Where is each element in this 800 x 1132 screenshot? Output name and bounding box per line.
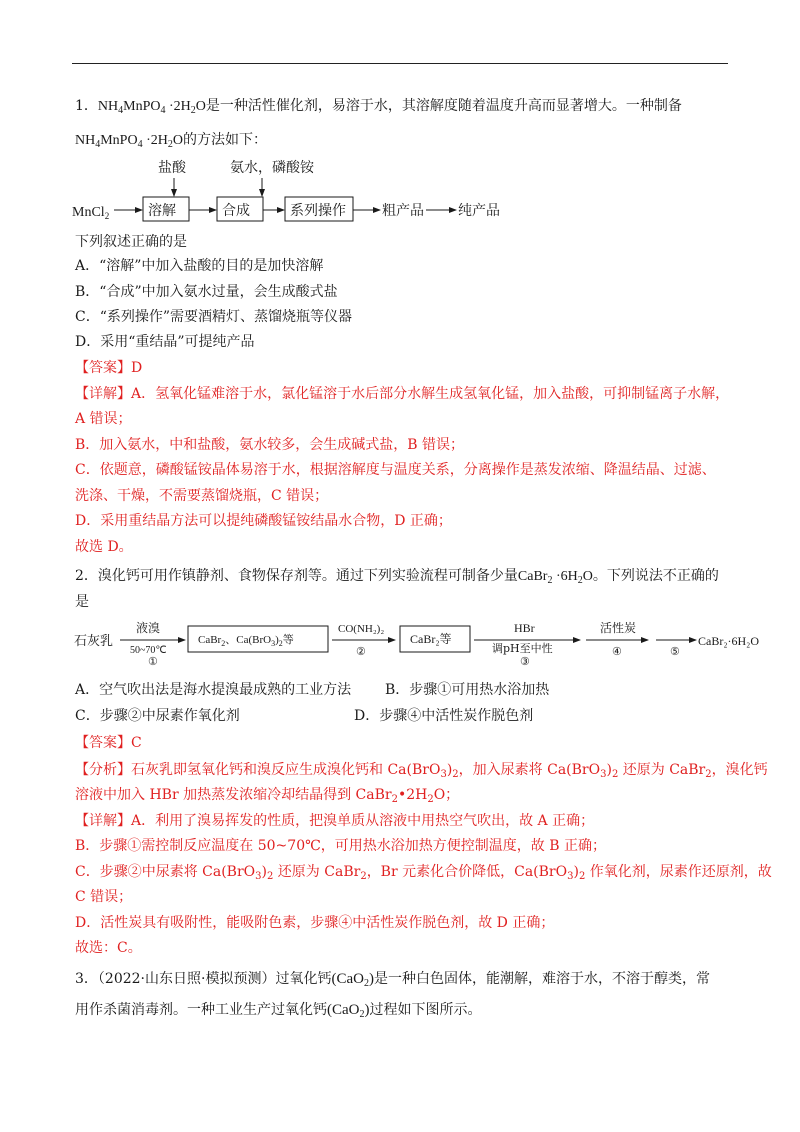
q1-stem-line1: 1．$NH_4MnPO_4 \cdot 2H_2O$是一种活性催化剂，易溶于水，其溶解度随着温度升高而显著增大。一种制备 [75, 98, 682, 116]
q1-flow-diagram [70, 152, 530, 230]
q1-detail-line: 洗涤、干燥，不需要蒸馏烧瓶，C 错误； [75, 488, 329, 504]
svg-text:活性炭: 活性炭 [600, 621, 637, 635]
svg-text:CaBr₂等: CaBr₂等 [410, 632, 452, 646]
q2-detail-line: B．步骤①需控制反应温度在 50~70℃，可用热水浴加热方便控制温度，故 B 正确； [75, 838, 606, 854]
q2-answer: 【答案】C [75, 735, 142, 751]
q1-detail-line: A 错误； [75, 411, 132, 427]
q1-formula: $NH_4MnPO_4 \cdot 2H_2O$ [97, 99, 206, 116]
svg-text:CO(NH₂)₂: CO(NH₂)₂ [338, 623, 385, 635]
q1-stem-line2: $NH_4MnPO_4 \cdot 2H_2O$的方法如下： [75, 132, 267, 150]
q2-option-c[interactable]: C．步骤②中尿素作氧化剂 [75, 708, 240, 724]
q1-detail-line: 【详解】A．氢氧化锰难溶于水，氯化锰溶于水后部分水解生成氢氧化锰，加入盐酸，可抑制锰离子水解， [75, 386, 730, 402]
q1-question: 下列叙述正确的是 [75, 234, 187, 250]
q1-flow-start: MnCl$_2$ [72, 205, 110, 221]
svg-text:②: ② [356, 645, 366, 658]
svg-text:⑤: ⑤ [670, 645, 680, 658]
q3-stem-line2: 用作杀菌消毒剂。一种工业生产过氧化钙(CaO$_2$)过程如下图所示。 [75, 1002, 482, 1020]
q1-detail-line: B．加入氨水，中和盐酸，氨水较多，会生成碱式盐，B 错误； [75, 437, 465, 453]
q2-detail-line: D．活性炭具有吸附性，能吸附色素，步骤④中活性炭作脱色剂，故 D 正确； [75, 915, 555, 931]
q1-detail-line: C．依题意，磷酸锰铵晶体易溶于水，根据溶解度与温度关系，分离操作是蒸发浓缩、降温结晶、过滤、 [75, 462, 716, 478]
q2-analysis-line: 【分析】石灰乳即氢氧化钙和溴反应生成溴化钙和 $Ca(BrO_3)_2$，加入尿素将 $Ca(BrO_3)_2$ 还原为 CaBr$_2$，溴化钙 [75, 762, 768, 780]
q2-option-a[interactable]: A．空气吹出法是海水提溴最成熟的工业方法 [75, 682, 352, 698]
svg-text:CaBr2、Ca(BrO3)2等: CaBr$_2$、$Ca(BrO_3)_2$等 [198, 634, 294, 648]
q2-option-d[interactable]: D．步骤④中活性炭作脱色剂 [354, 708, 534, 724]
q1-option-c[interactable]: C．“系列操作”需要酒精灯、蒸馏烧瓶等仪器 [75, 309, 353, 325]
q2-stem-line2: 是 [75, 594, 89, 610]
svg-text:50~70℃: 50~70℃ [130, 645, 167, 656]
q2-detail-line: 故选：C。 [75, 940, 142, 956]
svg-text:①: ① [148, 655, 158, 668]
q2-flow-end: CaBr₂·6H₂O [698, 634, 760, 648]
svg-text:溶解: 溶解 [148, 203, 176, 219]
svg-text:③: ③ [520, 655, 530, 668]
q1-flow-pure: 纯产品 [458, 203, 500, 219]
q1-option-d[interactable]: D．采用“重结晶”可提纯产品 [75, 334, 255, 350]
svg-text:系列操作: 系列操作 [290, 203, 346, 219]
svg-text:调pH至中性: 调pH至中性 [492, 642, 553, 655]
q1-flow-crude: 粗产品 [382, 203, 424, 219]
q2-flow-diagram [70, 616, 770, 668]
q1-formula-2: $NH_4MnPO_4 \cdot 2H_2O$ [75, 133, 183, 150]
q3-formula: (CaO$_2$) [331, 971, 374, 989]
q3-stem-line1: 3．（2022·山东日照·模拟预测）过氧化钙(CaO$_2$)是一种白色固体，能潮解，难溶于水，不溶于醇类，常 [75, 971, 710, 989]
header-rule [72, 63, 728, 64]
q1-detail-line: 故选 D。 [75, 539, 133, 555]
q2-stem-line1: 2．溴化钙可用作镇静剂、食物保存剂等。通过下列实验流程可制备少量CaBr$_2$ $\cdot 6H_2O$。下列说法不正确的 [75, 568, 719, 586]
svg-text:④: ④ [612, 645, 622, 658]
svg-text:HBr: HBr [514, 621, 535, 635]
q1-answer: 【答案】D [75, 360, 143, 376]
q2-flow-start: 石灰乳 [74, 634, 114, 649]
q2-detail-line: 【详解】A．利用了溴易挥发的性质，把溴单质从溶液中用热空气吹出，故 A 正确； [75, 813, 595, 829]
q2-detail-line: C．步骤②中尿素将 $Ca(BrO_3)_2$ 还原为 CaBr$_2$，Br 元素化合价降低，$Ca(BrO_3)_2$ 作氧化剂，尿素作还原剂，故 [75, 864, 772, 882]
q1-flow-reagent-hcl: 盐酸 [158, 160, 186, 176]
q1-option-b[interactable]: B．“合成”中加入氨水过量，会生成酸式盐 [75, 284, 338, 300]
q2-detail-line: C 错误； [75, 889, 133, 905]
svg-text:液溴: 液溴 [136, 621, 161, 635]
q2-formula: CaBr$_2$ $\cdot 6H_2O$ [517, 569, 593, 586]
q1-detail-line: D．采用重结晶方法可以提纯磷酸锰铵结晶水合物，D 正确； [75, 513, 452, 529]
svg-text:合成: 合成 [222, 203, 250, 219]
q1-option-a[interactable]: A．“溶解”中加入盐酸的目的是加快溶解 [75, 258, 324, 274]
q3-formula-2: (CaO$_2$) [327, 1002, 370, 1020]
q1-flow-reagent-nh3: 氨水，磷酸铵 [230, 160, 314, 176]
q2-option-b[interactable]: B．步骤①可用热水浴加热 [385, 682, 550, 698]
q2-analysis-line: 溶液中加入 HBr 加热蒸发浓缩冷却结晶得到 $CaBr_2•2H_2O$； [75, 787, 460, 805]
